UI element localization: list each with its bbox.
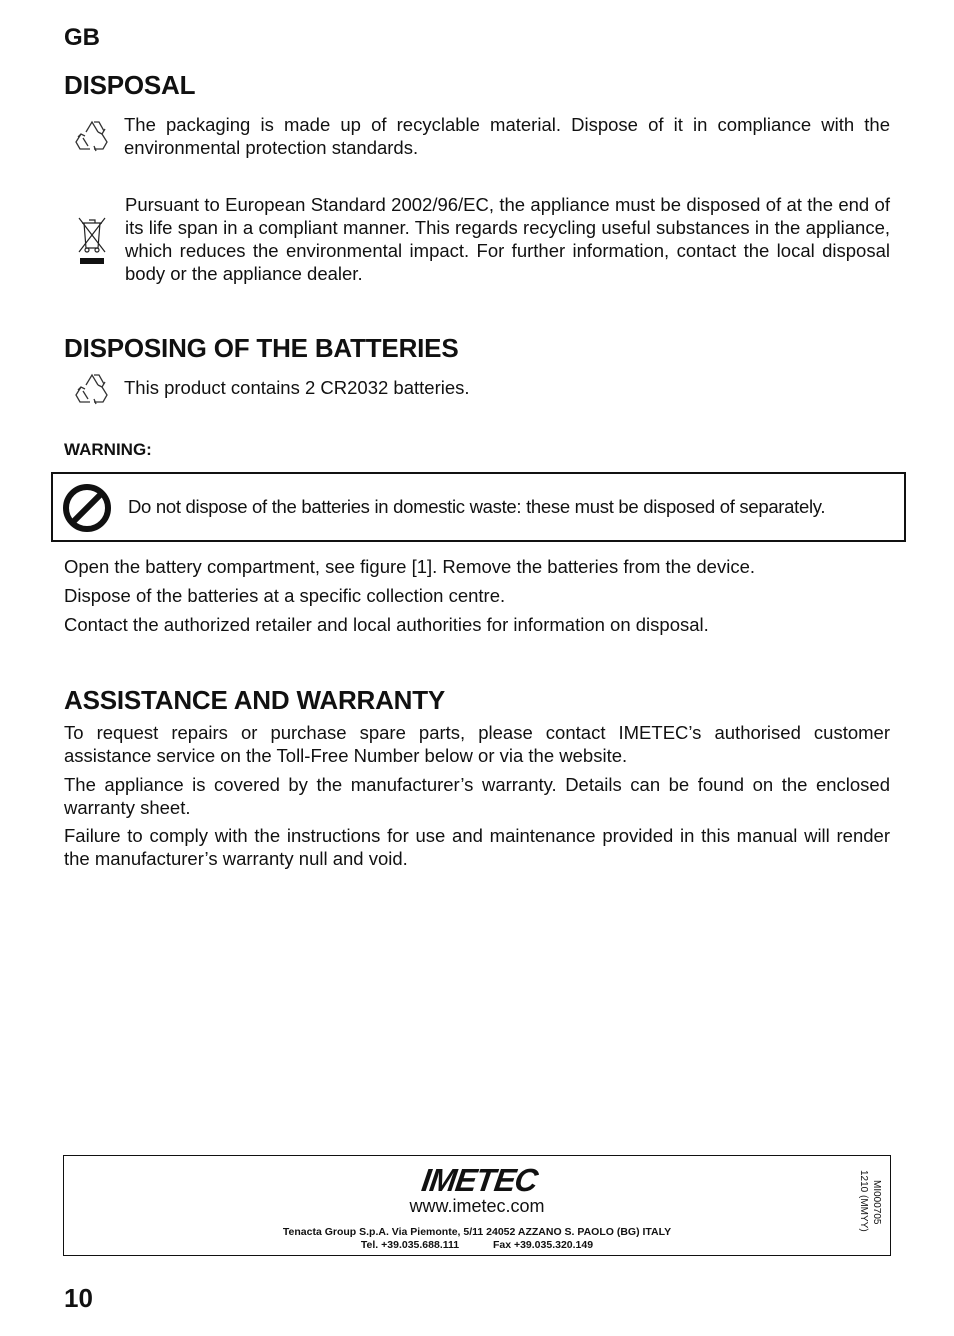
recycle-icon [72, 115, 112, 155]
company-contacts [64, 1239, 890, 1251]
assistance-heading: ASSISTANCE AND WARRANTY [64, 685, 446, 715]
prohibited-icon [62, 483, 112, 533]
document-code: MI000705 [871, 1180, 882, 1225]
website-link[interactable]: www.imetec.com [409, 1196, 545, 1216]
battery-step-3: Contact the authorized retailer and local authorities for information on disposal. [64, 614, 709, 635]
warning-label: WARNING: [64, 440, 152, 459]
disposal-weee-text: Pursuant to European Standard 2002/96/EC, the appliance must be disposed of at the end of its life span in a compliant manner. This regards recycling useful substances in the appliance, which reduces the environmental impact. For further information, contact the local disposal body or the appliance dealer. [125, 194, 890, 284]
imetec-logo: IMETEC [419, 1162, 540, 1198]
footer-box [63, 1155, 891, 1256]
warning-box [51, 472, 906, 542]
date-code: 1210 (MMYY) [858, 1170, 869, 1232]
company-fax: Fax +39.035.320.149 [492, 1239, 594, 1251]
company-tel: Tel. +39.035.688.111 [360, 1239, 460, 1251]
battery-step-1: Open the battery compartment, see figure [1]. Remove the batteries from the device. [64, 556, 756, 577]
disposal-heading: DISPOSAL [64, 70, 196, 100]
batteries-heading: DISPOSING OF THE BATTERIES [64, 333, 459, 363]
language-code: GB [64, 24, 100, 51]
assistance-paragraph: The appliance is covered by the manufacturer’s warranty. Details can be found on the enclosed warranty sheet. [64, 774, 890, 818]
warning-text: Do not dispose of the batteries in domestic waste: these must be disposed of separately. [128, 496, 826, 517]
assistance-paragraph: Failure to comply with the instructions for use and maintenance provided in this manual will render the manufacturer’s warranty null and void. [64, 825, 890, 869]
company-address: Tenacta Group S.p.A. Via Piemonte, 5/11 24052 AZZANO S. PAOLO (BG) ITALY [282, 1226, 672, 1238]
recycle-icon [72, 368, 112, 408]
page-number: 10 [64, 1283, 93, 1313]
batteries-contains-text: This product contains 2 CR2032 batteries. [124, 377, 470, 398]
weee-bin-icon [76, 214, 108, 266]
disposal-packaging-text: The packaging is made up of recyclable material. Dispose of it in compliance with the environmental protection standards. [124, 114, 890, 158]
battery-step-2: Dispose of the batteries at a specific collection centre. [64, 585, 506, 606]
assistance-paragraph: To request repairs or purchase spare parts, please contact IMETEC’s authorised customer assistance service on the Toll-Free Number below or via the website. [64, 722, 890, 766]
